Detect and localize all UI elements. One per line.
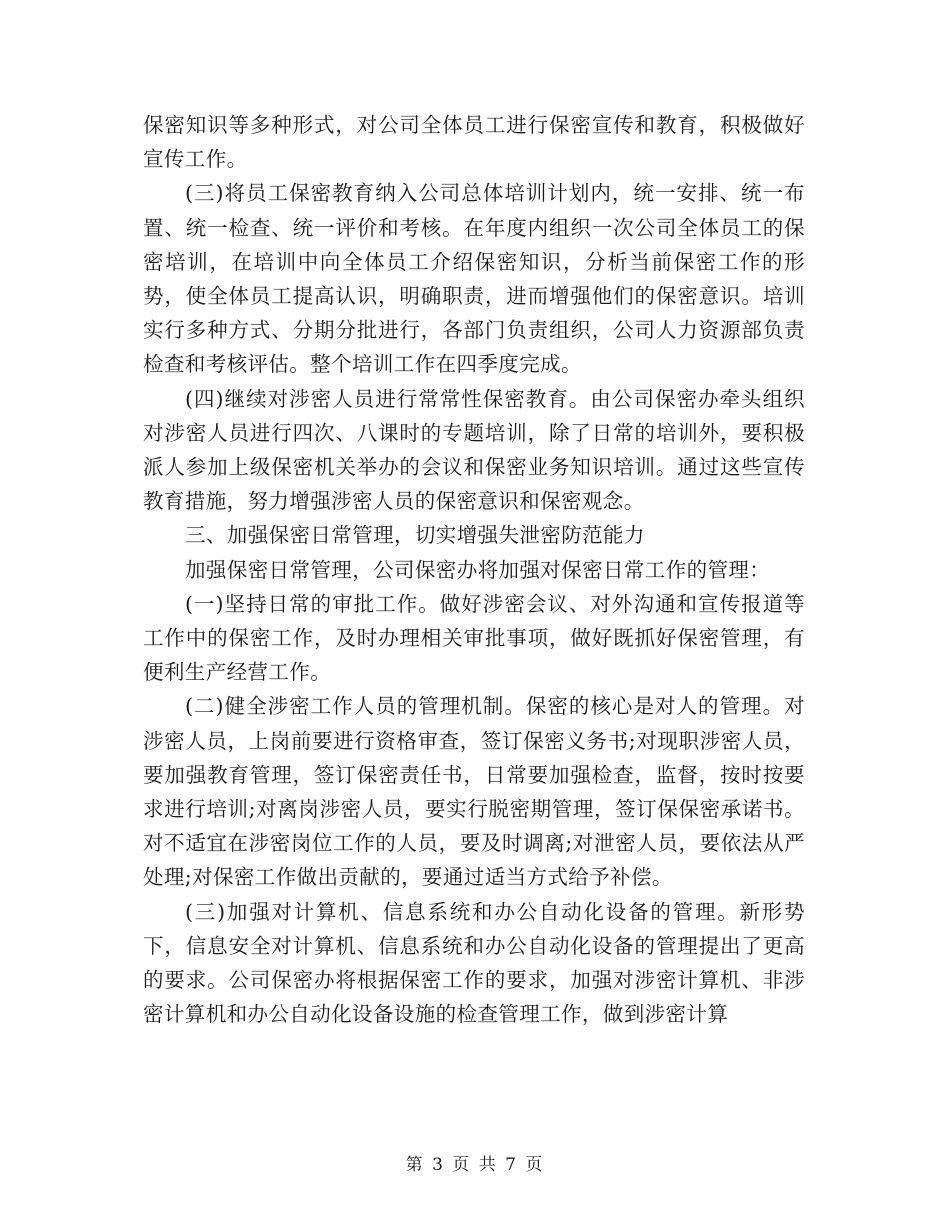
- paragraph-item-2-personnel: (二)健全涉密工作人员的管理机制。保密的核心是对人的管理。对涉密人员，上岗前要进行资格审查，签订保密义务书;对现职涉密人员，要加强教育管理，签订保密责任书，日常要加强检查，监督，按时按要求进行培训;对离岗涉密人员，要实行脱密期管理，签订保保密承诺书。对不适宜在涉密岗位工作的人员，要及时调离;对泄密人员，要依法从严处理;对保密工作做出贡献的，要通过适当方式给予补偿。: [143, 694, 805, 890]
- section-heading-3: 三、加强保密日常管理，切实增强失泄密防范能力: [185, 523, 645, 548]
- paragraph-item-3-training: (三)将员工保密教育纳入公司总体培训计划内，统一安排、统一布置、统一检查、统一评价和考核。在年度内组织一次公司全体员工的保密培训，在培训中向全体员工介绍保密知识，分析当前保密工作的形势，使全体员工提高认识，明确职责，进而增强他们的保密意识。培训实行多种方式、分期分批进行，各部门负责组织，公司人力资源部负责检查和考核评估。整个培训工作在四季度完成。: [143, 181, 805, 377]
- paragraph-item-4-education: (四)继续对涉密人员进行常常性保密教育。由公司保密办牵头组织对涉密人员进行四次、八课时的专题培训，除了日常的培训外，要积极派人参加上级保密机关举办的会议和保密业务知识培训。通过这些宣传教育措施，努力增强涉密人员的保密意识和保密观念。: [143, 386, 805, 514]
- paragraph-item-3-computers: (三)加强对计算机、信息系统和办公自动化设备的管理。新形势下，信息安全对计算机、信息系统和办公自动化设备的管理提出了更高的要求。公司保密办将根据保密工作的要求，加强对涉密计算机、非涉密计算机和办公自动化设备设施的检查管理工作，做到涉密计算: [143, 899, 805, 1027]
- paragraph-item-1-approval: (一)坚持日常的审批工作。做好涉密会议、对外沟通和宣传报道等工作中的保密工作，及时办理相关审批事项，做好既抓好保密管理，有便利生产经营工作。: [143, 591, 805, 685]
- page-number-footer: 第 3 页 共 7 页: [405, 1155, 545, 1175]
- document-body: [143, 108, 805, 1031]
- paragraph-continuation: 保密知识等多种形式，对公司全体员工进行保密宣传和教育，积极做好宣传工作。: [143, 113, 805, 172]
- paragraph-section-intro: 加强保密日常管理，公司保密办将加强对保密日常工作的管理：: [185, 557, 771, 582]
